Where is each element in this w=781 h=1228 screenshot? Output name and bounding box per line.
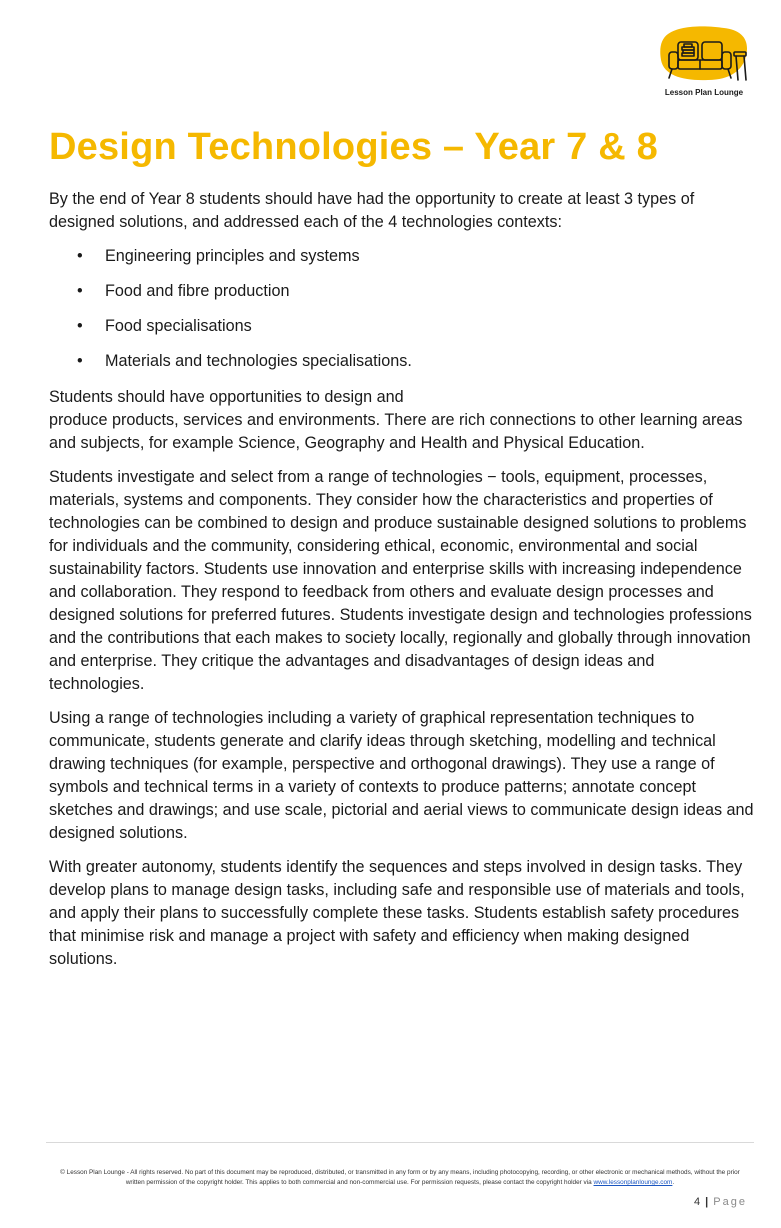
brand-logo [656,26,752,102]
logo-text: Lesson Plan Lounge [664,88,744,97]
opportunities-line-rest: produce products, services and environments. There are rich connections to other learning areas and subjects, for example Science, Geography and Health and Physical Education. [49,411,743,452]
copyright-footer [50,1168,750,1188]
link-suffix: . [672,1179,675,1186]
list-item: • Materials and technologies specialisations. [105,350,754,373]
list-item: • Engineering principles and systems [105,245,754,268]
website-link[interactable]: www.lessonplanlounge.com [593,1179,673,1186]
autonomy-paragraph: With greater autonomy, students identify the sequences and steps involved in design tasks. They develop plans to manage design tasks, including safe and responsible use of materials and tools, and apply their plans to successfully complete these tasks. Students establish safety procedures that minimise risk and manage a project with safety and efficiency when making designed solutions. [49,858,745,968]
page-number-separator: | [705,1196,710,1208]
sofa-books-logo-icon [658,26,750,86]
investigate-paragraph: Students investigate and select from a range of technologies − tools, equipment, processes, materials, systems and components. They consider how the characteristics and properties of technologies can be combined to design and produce sustainable designed solutions to problems for individuals and the community, considering ethical, economic, environmental and social sustainability factors. Students use innovation and enterprise skills with increasing independence and collaboration. They respond to feedback from others and evaluate design processes and designed solutions for preferred futures. Students investigate design and technologies professions and the contributions that each makes to society locally, regionally and globally through innovation and enterprise. They critique the advantages and disadvantages of design ideas and technologies. [49,468,752,693]
page-title: Design Technologies – Year 7 & 8 [49,126,659,168]
page-number-value: 4 [693,1196,702,1208]
opportunities-paragraph [49,386,754,455]
page-number-label: Page [713,1196,747,1208]
document-body [49,188,754,982]
page-number [694,1196,747,1208]
copyright-text: © Lesson Plan Lounge - All rights reserved. No part of this document may be reproduced, distributed, or transmitted in any form or by any means, including photocopying, recording, or other electronic or mechanical methods, without the prior written permission of the copyright holder. This applies to both commercial and non-commercial use. For permission requests, please contact the copyright holder via [60,1169,740,1186]
communicate-paragraph: Using a range of technologies including a variety of graphical representation techniques to communicate, students generate and clarify ideas through sketching, modelling and technical drawing techniques (for example, perspective and orthogonal drawings). They use a range of symbols and technical terms in a variety of contexts to produce patterns; annotate concept sketches and drawings; and use scale, pictorial and aerial views to communicate design ideas and designed solutions. [49,709,754,842]
opportunities-line-1: Students should have opportunities to design and [49,388,404,406]
list-item: • Food specialisations [105,315,754,338]
list-item: • Food and fibre production [105,280,754,303]
technologies-contexts-list [49,245,754,373]
footer-divider [46,1142,754,1143]
intro-paragraph: By the end of Year 8 students should have had the opportunity to create at least 3 types of designed solutions, and addressed each of the 4 technologies contexts: [49,190,695,231]
